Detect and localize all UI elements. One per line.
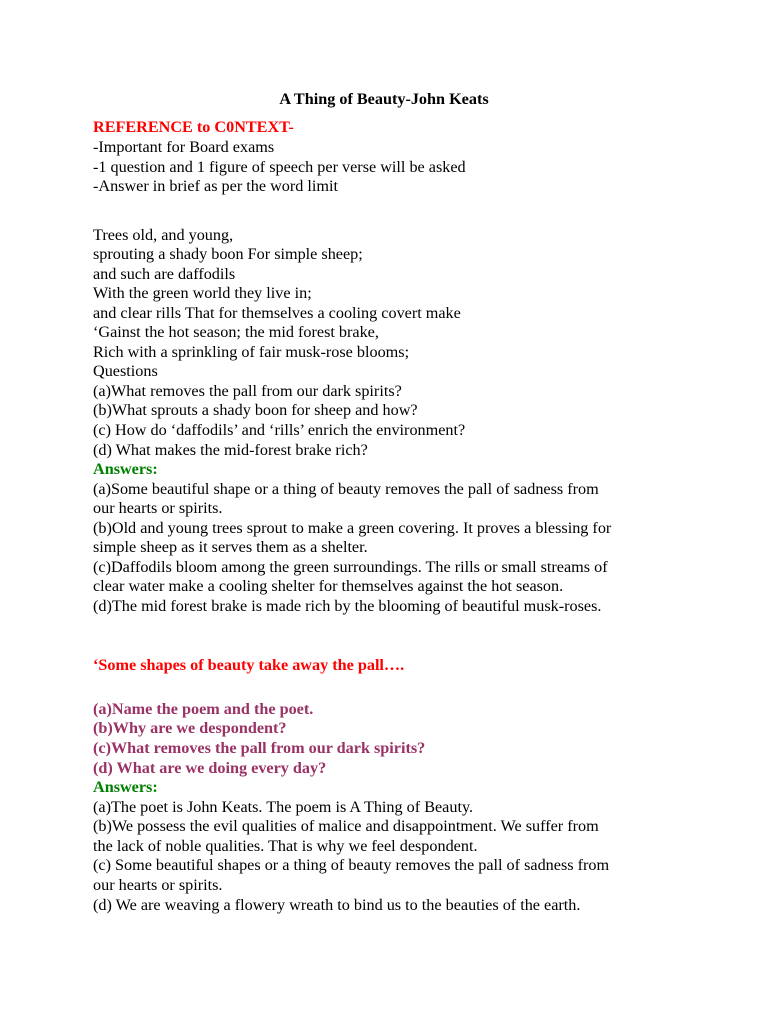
answer-line: our hearts or spirits.: [93, 876, 223, 894]
answer-line: (b)Old and young trees sprout to make a green covering. It proves a blessing for: [93, 519, 612, 537]
verse-line: sprouting a shady boon For simple sheep;: [93, 245, 363, 263]
answer-line: simple sheep as it serves them as a shelter.: [93, 538, 368, 556]
questions-label: Questions: [93, 362, 158, 380]
answer-line: (a)Some beautiful shape or a thing of beauty removes the pall of sadness from: [93, 480, 599, 498]
question-line: (a)What removes the pall from our dark spirits?: [93, 382, 402, 400]
question-line: (c) How do ‘daffodils’ and ‘rills’ enrich the environment?: [93, 421, 466, 439]
answer-line: (c)Daffodils bloom among the green surroundings. The rills or small streams of: [93, 558, 608, 576]
answer-line: (c) Some beautiful shapes or a thing of beauty removes the pall of sadness from: [93, 856, 610, 874]
answers-label: Answers:: [93, 778, 158, 796]
answer-line: the lack of noble qualities. That is why we feel despondent.: [93, 837, 478, 855]
verse-quote: ‘Some shapes of beauty take away the pall….: [93, 656, 405, 674]
note-line: -Answer in brief as per the word limit: [93, 177, 338, 195]
reference-heading: REFERENCE to C0NTEXT-: [93, 118, 294, 136]
verse-line: With the green world they live in;: [93, 284, 312, 302]
answer-line: (a)The poet is John Keats. The poem is A Thing of Beauty.: [93, 798, 474, 816]
verse-line: ‘Gainst the hot season; the mid forest brake,: [93, 323, 379, 341]
question-line: (d) What makes the mid-forest brake rich?: [93, 441, 368, 459]
answer-line: (d) We are weaving a flowery wreath to bind us to the beauties of the earth.: [93, 896, 581, 914]
verse-line: and clear rills That for themselves a cooling covert make: [93, 304, 461, 322]
answer-line: (d)The mid forest brake is made rich by the blooming of beautiful musk-roses.: [93, 597, 602, 615]
verse-line: and such are daffodils: [93, 265, 236, 283]
question-line: (d) What are we doing every day?: [93, 759, 327, 777]
answer-line: (b)We possess the evil qualities of malice and disappointment. We suffer from: [93, 817, 599, 835]
answer-line: our hearts or spirits.: [93, 499, 223, 517]
question-line: (c)What removes the pall from our dark spirits?: [93, 739, 426, 757]
question-line: (a)Name the poem and the poet.: [93, 700, 314, 718]
verse-line: Rich with a sprinkling of fair musk-rose blooms;: [93, 343, 410, 361]
verse-line: Trees old, and young,: [93, 226, 234, 244]
note-line: -1 question and 1 figure of speech per verse will be asked: [93, 158, 466, 176]
question-line: (b)What sprouts a shady boon for sheep and how?: [93, 401, 418, 419]
question-line: (b)Why are we despondent?: [93, 719, 287, 737]
answers-label: Answers:: [93, 460, 158, 478]
note-line: -Important for Board exams: [93, 138, 275, 156]
document-title: A Thing of Beauty-John Keats: [279, 90, 489, 108]
answer-line: clear water make a cooling shelter for themselves against the hot season.: [93, 577, 564, 595]
